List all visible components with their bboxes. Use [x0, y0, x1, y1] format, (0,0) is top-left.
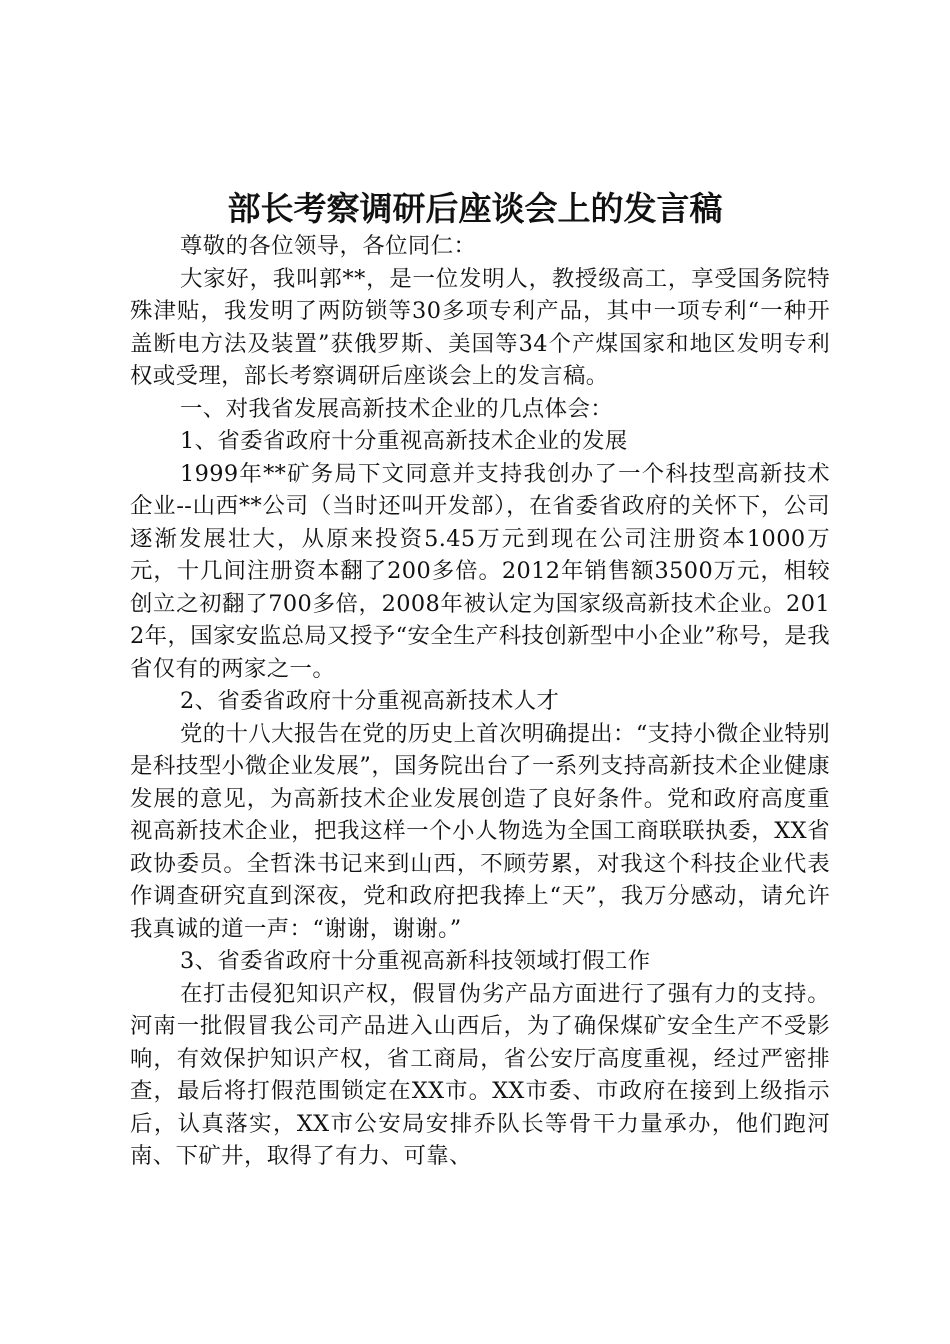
- point-3-paragraph: 在打击侵犯知识产权，假冒伪劣产品方面进行了强有力的支持。河南一批假冒我公司产品进入山西后，为了确保煤矿安全生产不受影响，有效保护知识产权，省工商局，省公安厅高度重视，经过严密排查，最后将打假范围锁定在XX市。XX市委、市政府在接到上级指示后，认真落实，XX市公安局安排乔队长等骨干力量承办，他们跑河南、下矿井，取得了有力、可靠、: [130, 980, 830, 1169]
- point-1-paragraph: 1999年**矿务局下文同意并支持我创办了一个科技型高新技术企业--山西**公司（当时还叫开发部），在省委省政府的关怀下，公司逐渐发展壮大，从原来投资5.45万元到现在公司注册资本1000万元，十几间注册资本翻了200多倍。2012年销售额3500万元，相较创立之初翻了700多倍，2008年被认定为国家级高新技术企业。2012年，国家安监总局又授予“安全生产科技创新型中小企业”称号，是我省仅有的两家之一。: [130, 460, 830, 682]
- point-2-paragraph: 党的十八大报告在党的历史上首次明确提出：“支持小微企业特别是科技型小微企业发展”，国务院出台了一系列支持高新技术企业健康发展的意见，为高新技术企业发展创造了良好条件。党和政府高度重视高新技术企业，把我这样一个小人物选为全国工商联联执委，XX省政协委员。全哲洙书记来到山西，不顾劳累，对我这个科技企业代表作调查研究直到深夜，党和政府把我捧上“天”，我万分感动，请允许我真诚的道一声：“谢谢，谢谢。”: [130, 720, 830, 942]
- intro-paragraph: 大家好，我叫郭**，是一位发明人，教授级高工，享受国务院特殊津贴，我发明了两防锁等30多项专利产品，其中一项专利“一种开盖断电方法及装置”获俄罗斯、美国等34个产煤国家和地区发明专利权或受理，部长考察调研后座谈会上的发言稿。: [130, 265, 830, 389]
- document-body: [130, 230, 830, 1173]
- point-2-heading: 2、省委省政府十分重视高新技术人才: [180, 688, 560, 714]
- salutation: 尊敬的各位领导，各位同仁：: [180, 233, 477, 259]
- point-3-heading: 3、省委省政府十分重视高新科技领域打假工作: [180, 948, 651, 974]
- document-title: 部长考察调研后座谈会上的发言稿: [227, 189, 723, 228]
- point-1-heading: 1、省委省政府十分重视高新技术企业的发展: [180, 428, 628, 454]
- section-heading: 一、对我省发展高新技术企业的几点体会：: [180, 395, 614, 422]
